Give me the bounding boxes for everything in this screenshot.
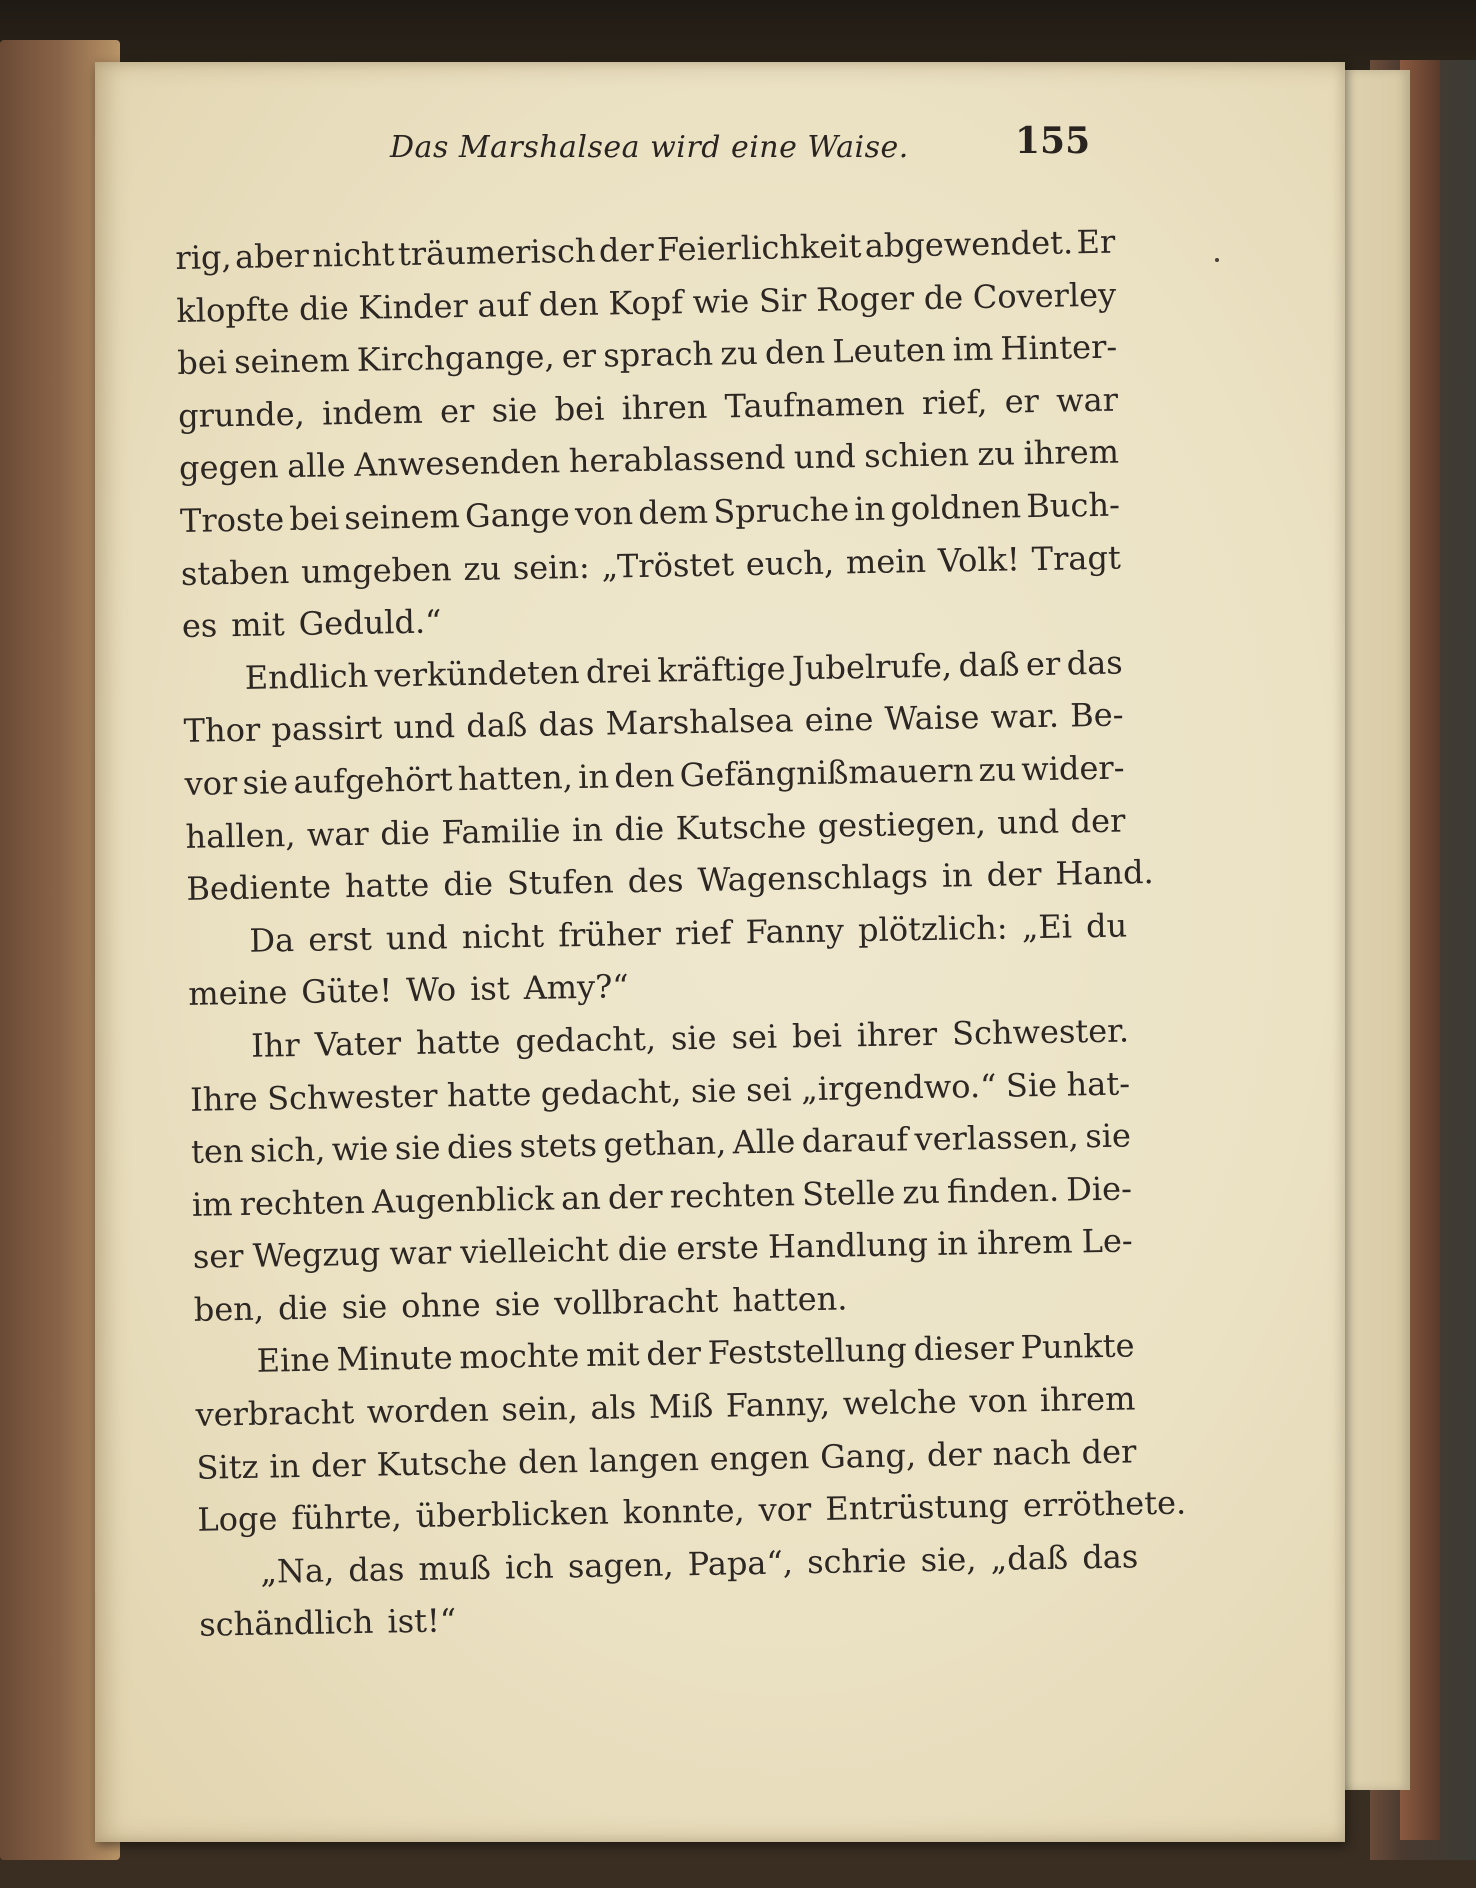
word: war bbox=[306, 814, 370, 854]
word: nicht bbox=[311, 235, 395, 275]
word: den bbox=[517, 1441, 579, 1481]
word: Vater bbox=[314, 1024, 402, 1064]
word: stets bbox=[519, 1125, 598, 1166]
word: er bbox=[439, 391, 475, 431]
word: Handlung bbox=[767, 1225, 929, 1267]
word: an bbox=[560, 1178, 602, 1218]
word: aufgehört bbox=[293, 760, 453, 801]
word: Wegzug bbox=[252, 1234, 381, 1276]
word: dieser bbox=[913, 1329, 1015, 1369]
word: sei bbox=[745, 1069, 792, 1109]
word: des bbox=[627, 861, 684, 901]
word: Schwester. bbox=[951, 1011, 1130, 1053]
word: das bbox=[1081, 1537, 1139, 1577]
word: und bbox=[997, 802, 1060, 842]
word: Augenblick bbox=[371, 1179, 555, 1221]
word: der bbox=[1070, 801, 1126, 840]
word: „irgendwo.“ bbox=[800, 1066, 997, 1108]
word: war bbox=[1055, 380, 1119, 420]
word: de bbox=[923, 277, 964, 317]
word: ihrem bbox=[1023, 432, 1120, 473]
word: rief bbox=[674, 913, 732, 953]
word: bei bbox=[176, 343, 228, 383]
word: hatte bbox=[446, 1074, 532, 1114]
word: gedacht, bbox=[515, 1019, 657, 1061]
word: grunde, bbox=[177, 394, 306, 435]
word: bei bbox=[289, 499, 340, 539]
word: drei bbox=[585, 651, 652, 691]
word: rief, bbox=[921, 382, 988, 422]
word: vor bbox=[758, 1490, 812, 1530]
word: engen bbox=[709, 1437, 810, 1478]
word: Kinder bbox=[358, 286, 469, 327]
word: ich bbox=[504, 1547, 555, 1587]
word: war. bbox=[990, 696, 1060, 737]
word: zu bbox=[901, 1172, 941, 1212]
word: goldnen bbox=[890, 487, 1022, 528]
word: gedacht, bbox=[540, 1071, 682, 1113]
word: „Ei bbox=[1021, 907, 1073, 947]
word: ihrem bbox=[1039, 1379, 1136, 1420]
word: Thor bbox=[183, 710, 261, 751]
word: schändlich bbox=[198, 1603, 374, 1645]
word: den bbox=[764, 332, 826, 372]
word: erröthete. bbox=[1022, 1483, 1187, 1525]
word: ihrer bbox=[856, 1014, 938, 1055]
word: sie bbox=[341, 1287, 388, 1327]
word: Wo bbox=[405, 970, 457, 1010]
word: Gange bbox=[464, 495, 571, 535]
word: bei bbox=[791, 1016, 843, 1056]
word: Troste bbox=[179, 500, 285, 540]
word: der bbox=[607, 1177, 663, 1217]
word: im bbox=[191, 1184, 233, 1224]
word: staben bbox=[180, 552, 290, 593]
word: welche bbox=[842, 1382, 958, 1423]
word: Jubelrufe, bbox=[791, 646, 953, 688]
word: Da bbox=[249, 920, 295, 960]
word: zu bbox=[978, 750, 1017, 789]
word: der bbox=[645, 1334, 702, 1374]
word: hallen, bbox=[185, 815, 296, 856]
word: ben, bbox=[193, 1289, 265, 1329]
word: nicht bbox=[461, 916, 545, 956]
word: Feierlichkeit bbox=[656, 227, 862, 269]
word: die bbox=[298, 288, 350, 328]
word: dem bbox=[637, 492, 709, 532]
word: kräftige bbox=[657, 649, 786, 690]
word: verbracht bbox=[195, 1393, 355, 1434]
word: in bbox=[936, 1224, 969, 1264]
word: Alle bbox=[732, 1122, 796, 1162]
word: führte, bbox=[291, 1497, 403, 1538]
word: Ihre bbox=[189, 1079, 258, 1119]
word: sie bbox=[494, 1284, 541, 1324]
word: finden. bbox=[946, 1170, 1060, 1211]
word: „Na, bbox=[260, 1551, 335, 1591]
word: du bbox=[1085, 906, 1128, 945]
word: er bbox=[1004, 381, 1040, 421]
word: der bbox=[310, 1445, 367, 1485]
word: eine bbox=[804, 700, 874, 740]
word: Fanny, bbox=[725, 1384, 831, 1425]
word: mit bbox=[585, 1335, 640, 1375]
running-title: Das Marshalsea wird eine Waise. bbox=[390, 130, 909, 165]
word: er bbox=[1025, 644, 1061, 683]
word: aber bbox=[234, 236, 310, 276]
word: ser bbox=[192, 1237, 244, 1277]
word: rechten bbox=[669, 1175, 796, 1216]
page-number: 155 bbox=[1015, 120, 1091, 162]
word: Amy?“ bbox=[523, 967, 630, 1008]
word: ohne bbox=[400, 1285, 481, 1326]
word: Kutsche bbox=[675, 806, 807, 847]
word: schien bbox=[863, 435, 970, 476]
word: gegen bbox=[178, 447, 279, 488]
word: er bbox=[561, 336, 597, 376]
word: hatte bbox=[344, 865, 430, 906]
word: Papa“, bbox=[687, 1543, 794, 1584]
word: die bbox=[379, 813, 431, 853]
word: Schwester bbox=[266, 1076, 438, 1118]
word: sie bbox=[242, 763, 289, 802]
word: Ihr bbox=[250, 1025, 301, 1065]
word: mein bbox=[845, 541, 927, 581]
word: sie bbox=[1084, 1116, 1132, 1156]
word: bei bbox=[554, 389, 605, 429]
word: in bbox=[577, 757, 610, 796]
word: früher bbox=[557, 914, 662, 955]
word: und bbox=[393, 707, 456, 747]
word: der bbox=[598, 230, 655, 270]
word: es bbox=[181, 606, 218, 646]
word: vollbracht bbox=[553, 1281, 719, 1323]
word: im bbox=[952, 329, 994, 369]
word: Marshalsea bbox=[605, 701, 794, 743]
word: in bbox=[268, 1446, 301, 1486]
word: ihrem bbox=[976, 1222, 1073, 1263]
word: Waise bbox=[884, 698, 980, 739]
word: erst bbox=[307, 919, 373, 959]
word: die bbox=[442, 864, 494, 904]
word: Taufnamen bbox=[724, 384, 905, 426]
word: daß bbox=[958, 645, 1020, 685]
word: Hand. bbox=[1055, 853, 1154, 893]
word: Miß bbox=[648, 1386, 714, 1426]
word: ihren bbox=[621, 387, 708, 428]
word: rig, bbox=[175, 238, 232, 277]
word: langen bbox=[588, 1439, 700, 1480]
word: hatten. bbox=[731, 1279, 848, 1320]
word: Sitz bbox=[196, 1447, 259, 1487]
word: Feststellung bbox=[707, 1330, 908, 1373]
word: plötzlich: bbox=[857, 908, 1008, 949]
word: Endlich bbox=[244, 656, 369, 697]
word: wie bbox=[331, 1129, 389, 1169]
ink-speck bbox=[1215, 258, 1219, 262]
word: Güte! bbox=[301, 971, 393, 1012]
word: überblicken bbox=[415, 1493, 610, 1536]
word: umgeben bbox=[300, 549, 452, 591]
word: auf bbox=[477, 285, 530, 325]
word: in bbox=[941, 856, 974, 895]
word: nach bbox=[992, 1433, 1072, 1473]
word: zu bbox=[463, 548, 502, 588]
word: sie bbox=[394, 1128, 441, 1168]
word: und bbox=[385, 918, 449, 958]
word: worden bbox=[366, 1390, 490, 1431]
word: Roger bbox=[815, 278, 915, 319]
word: Coverley bbox=[972, 275, 1117, 316]
word: Loge bbox=[197, 1499, 278, 1540]
word: die bbox=[614, 809, 665, 848]
word: sprach bbox=[602, 334, 714, 375]
word: meine bbox=[187, 973, 288, 1014]
word: sein, bbox=[501, 1389, 579, 1429]
word: indem bbox=[321, 392, 424, 433]
running-head bbox=[290, 100, 1090, 170]
word: Tragt bbox=[1031, 538, 1122, 578]
word: sich, bbox=[249, 1130, 326, 1170]
word: seinem bbox=[233, 341, 350, 382]
word: daß bbox=[465, 706, 528, 746]
word: ist!“ bbox=[387, 1601, 457, 1641]
word: das bbox=[348, 1550, 405, 1590]
word: rechten bbox=[239, 1182, 366, 1223]
word: sie bbox=[690, 1070, 737, 1110]
word: war bbox=[389, 1233, 452, 1273]
word: Stufen bbox=[506, 862, 615, 903]
word: herablassend bbox=[568, 438, 786, 481]
word: wie bbox=[692, 281, 750, 321]
word: Punkte bbox=[1020, 1326, 1135, 1367]
word: schrie bbox=[806, 1541, 907, 1582]
word: hatten, bbox=[457, 758, 574, 799]
word: passirt bbox=[271, 708, 383, 749]
word: Gefängnißmauern bbox=[679, 751, 974, 795]
word: die bbox=[617, 1229, 668, 1269]
word: sie bbox=[670, 1018, 717, 1058]
word: zu bbox=[719, 334, 759, 373]
word: Volk! bbox=[937, 539, 1021, 580]
word: Minute bbox=[336, 1338, 453, 1379]
word: der bbox=[986, 855, 1042, 895]
word: Er bbox=[1076, 222, 1116, 262]
word: sei bbox=[731, 1017, 778, 1057]
word: ten bbox=[190, 1132, 244, 1171]
word: die bbox=[277, 1288, 328, 1328]
word: in bbox=[854, 489, 886, 529]
word: alle bbox=[286, 446, 346, 486]
word: von bbox=[969, 1381, 1028, 1421]
word: muß bbox=[418, 1548, 492, 1588]
word: Familie bbox=[441, 810, 561, 851]
word: Entrüstung bbox=[824, 1486, 1010, 1529]
word: in bbox=[571, 810, 604, 849]
word: mochte bbox=[459, 1336, 580, 1377]
word: gestiegen, bbox=[817, 803, 987, 845]
word: von bbox=[574, 494, 634, 534]
word: gethan, bbox=[603, 1123, 727, 1164]
word: „Tröstet bbox=[601, 544, 735, 586]
body-text bbox=[175, 216, 1187, 1652]
word: Leuten bbox=[831, 330, 946, 371]
word: hat- bbox=[1066, 1063, 1131, 1104]
word: Sie bbox=[1005, 1065, 1058, 1105]
word: Gang, bbox=[819, 1435, 917, 1476]
word: Sir bbox=[758, 280, 807, 320]
word: Be- bbox=[1069, 695, 1124, 735]
word: Hinter- bbox=[1000, 327, 1118, 368]
word: seinem bbox=[344, 497, 461, 538]
word: vielleicht bbox=[459, 1230, 609, 1272]
word: zu bbox=[977, 434, 1016, 474]
word: vor bbox=[184, 763, 238, 803]
word: sagen, bbox=[567, 1545, 674, 1586]
word: den bbox=[613, 756, 675, 796]
word: träumerisch bbox=[397, 231, 596, 274]
word: mit bbox=[230, 605, 285, 645]
word: darauf bbox=[801, 1120, 909, 1161]
word: euch, bbox=[745, 543, 835, 583]
word: Kirchgange, bbox=[356, 337, 555, 380]
word: Wagenschlags bbox=[697, 857, 929, 900]
word: verlassen, bbox=[914, 1117, 1080, 1159]
word: wider- bbox=[1020, 748, 1125, 789]
word: das bbox=[538, 705, 595, 745]
word: Kopf bbox=[608, 282, 684, 323]
word: sie bbox=[491, 390, 538, 430]
word: sie, bbox=[920, 1540, 977, 1580]
word: verkündeten bbox=[374, 652, 580, 695]
word: Kutsche bbox=[376, 1443, 508, 1484]
word: Anwesenden bbox=[353, 442, 561, 485]
word: Fanny bbox=[745, 911, 845, 951]
word: der bbox=[1081, 1432, 1137, 1472]
word: sein: bbox=[512, 547, 591, 587]
word: Le- bbox=[1081, 1221, 1133, 1261]
word: Geduld.“ bbox=[298, 602, 442, 644]
word: Spruche bbox=[712, 490, 850, 531]
word: hatte bbox=[415, 1022, 501, 1062]
word: den bbox=[538, 284, 600, 324]
word: ist bbox=[469, 969, 510, 1009]
word: abgewendet. bbox=[864, 223, 1074, 265]
word: „daß bbox=[990, 1538, 1069, 1578]
word: konnte, bbox=[622, 1491, 745, 1532]
word: Die- bbox=[1065, 1169, 1133, 1209]
word: Eine bbox=[256, 1340, 331, 1381]
word: der bbox=[926, 1434, 982, 1474]
word: und bbox=[793, 437, 856, 477]
word: dies bbox=[446, 1127, 514, 1167]
word: das bbox=[1066, 643, 1123, 683]
word: erste bbox=[676, 1228, 760, 1268]
word: als bbox=[590, 1388, 637, 1427]
word: Buch- bbox=[1026, 485, 1121, 526]
word: Stelle bbox=[801, 1173, 896, 1213]
word: klopfte bbox=[176, 289, 290, 330]
word: Bediente bbox=[186, 867, 332, 909]
